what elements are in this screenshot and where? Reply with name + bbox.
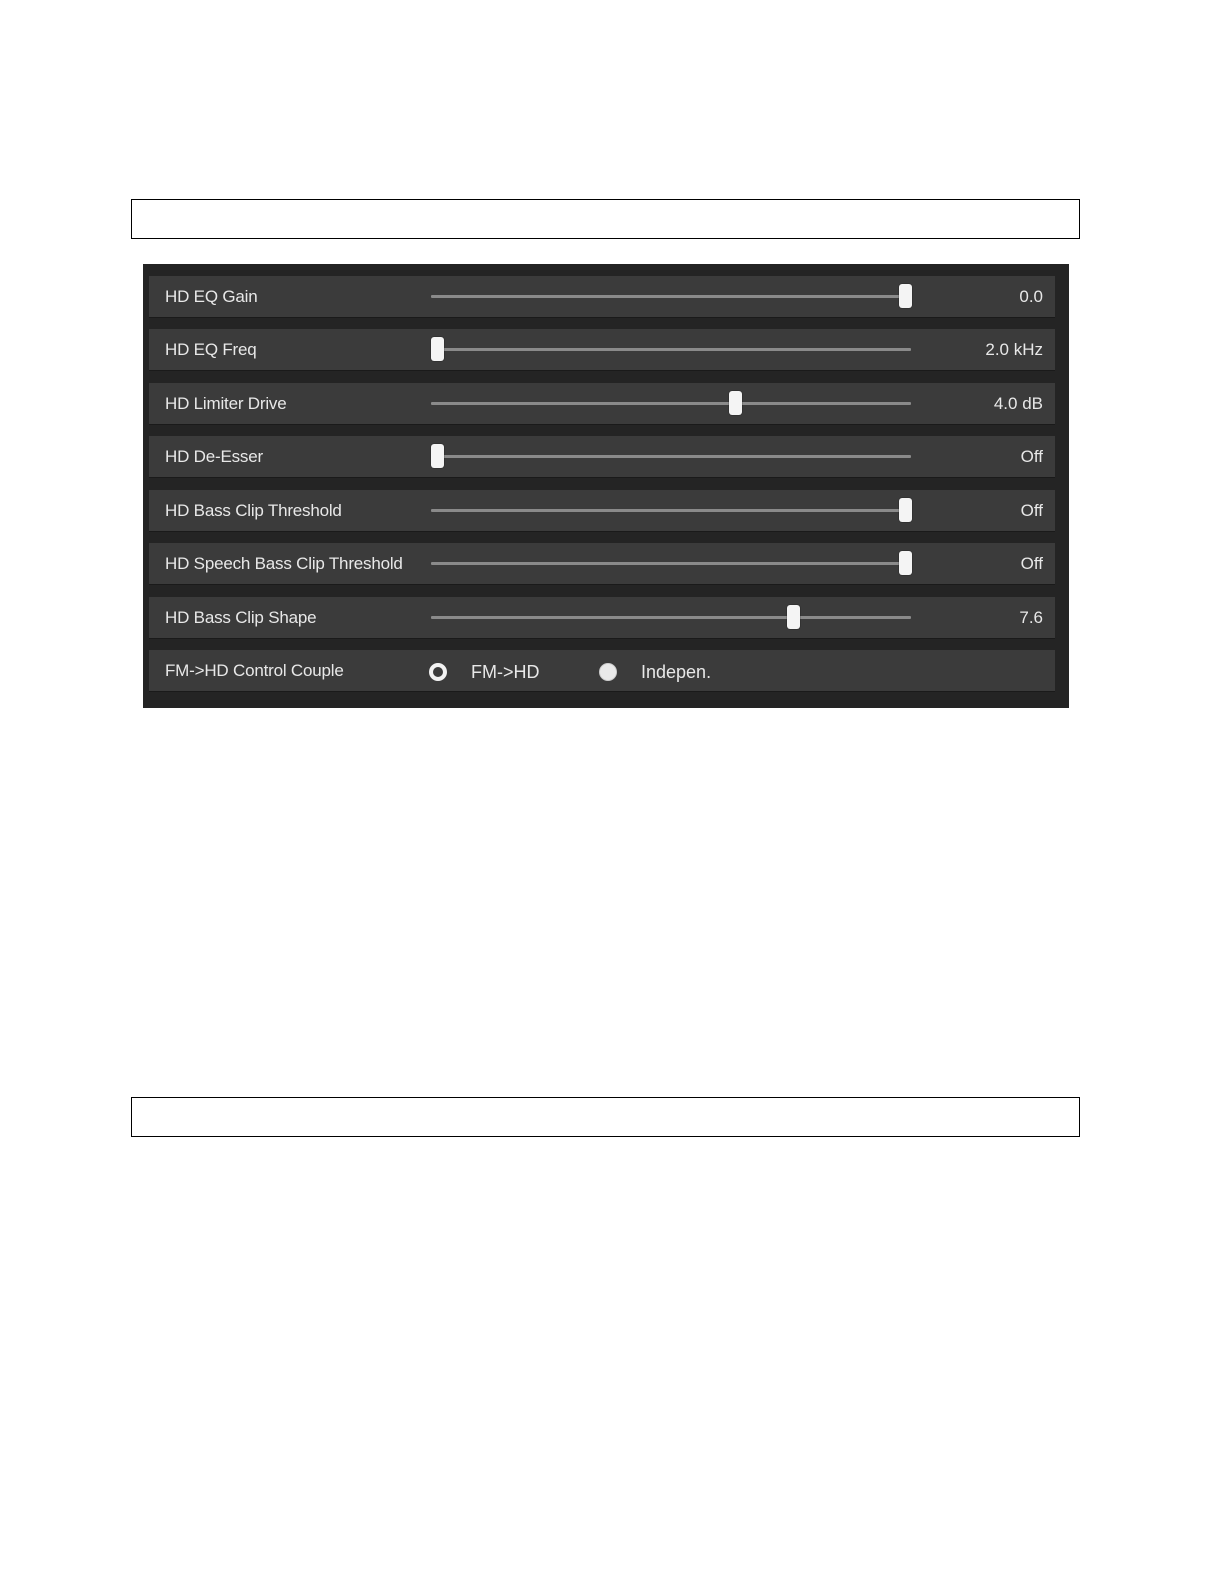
row-label: HD De-Esser xyxy=(165,447,263,466)
hd-eq-freq-slider[interactable] xyxy=(431,329,911,370)
row-hd-eq-freq xyxy=(149,329,1055,370)
row-label: FM->HD Control Couple xyxy=(165,661,344,680)
caption-box-top xyxy=(131,199,1080,239)
hd-settings-panel xyxy=(143,264,1069,708)
slider-track[interactable] xyxy=(431,562,911,565)
hd-de-esser-slider[interactable] xyxy=(431,436,911,477)
slider-track[interactable] xyxy=(431,509,911,512)
slider-thumb[interactable] xyxy=(729,391,742,415)
slider-thumb[interactable] xyxy=(899,284,912,308)
hd-limiter-drive-slider[interactable] xyxy=(431,383,911,424)
row-label: HD EQ Gain xyxy=(165,287,258,306)
slider-track[interactable] xyxy=(431,402,911,405)
row-value: 7.6 xyxy=(1019,608,1043,627)
slider-track[interactable] xyxy=(431,616,911,619)
hd-eq-gain-slider[interactable] xyxy=(431,276,911,317)
row-hd-speech-bass-clip-threshold xyxy=(149,543,1055,584)
row-value: Off xyxy=(1020,554,1043,573)
slider-track[interactable] xyxy=(431,295,911,298)
row-label: HD Speech Bass Clip Threshold xyxy=(165,554,403,573)
slider-thumb[interactable] xyxy=(899,498,912,522)
slider-thumb[interactable] xyxy=(431,444,444,468)
row-fm-hd-control-couple xyxy=(149,650,1055,691)
slider-track[interactable] xyxy=(431,455,911,458)
radio-option-label[interactable]: FM->HD xyxy=(471,662,540,682)
row-value: 0.0 xyxy=(1019,287,1043,306)
row-label: HD Bass Clip Threshold xyxy=(165,501,342,520)
radio-button-icon[interactable] xyxy=(599,663,617,681)
caption-box-bottom xyxy=(131,1097,1080,1137)
slider-track[interactable] xyxy=(431,348,911,351)
row-hd-eq-gain xyxy=(149,276,1055,317)
slider-thumb[interactable] xyxy=(431,337,444,361)
row-label: HD Limiter Drive xyxy=(165,394,287,413)
hd-bass-clip-threshold-slider[interactable] xyxy=(431,490,911,531)
row-value: 4.0 dB xyxy=(993,394,1043,413)
slider-thumb[interactable] xyxy=(787,605,800,629)
row-value: 2.0 kHz xyxy=(985,340,1043,359)
row-hd-de-esser xyxy=(149,436,1055,477)
radio-button-icon[interactable] xyxy=(429,663,447,681)
row-value: Off xyxy=(1020,501,1043,520)
row-value: Off xyxy=(1020,447,1043,466)
row-label: HD EQ Freq xyxy=(165,340,257,359)
row-hd-bass-clip-threshold xyxy=(149,490,1055,531)
row-label: HD Bass Clip Shape xyxy=(165,608,317,627)
hd-speech-bass-clip-threshold-slider[interactable] xyxy=(431,543,911,584)
slider-thumb[interactable] xyxy=(899,551,912,575)
radio-option-label[interactable]: Indepen. xyxy=(641,662,712,682)
hd-bass-clip-shape-slider[interactable] xyxy=(431,597,911,638)
row-hd-limiter-drive xyxy=(149,383,1055,424)
row-hd-bass-clip-shape xyxy=(149,597,1055,638)
